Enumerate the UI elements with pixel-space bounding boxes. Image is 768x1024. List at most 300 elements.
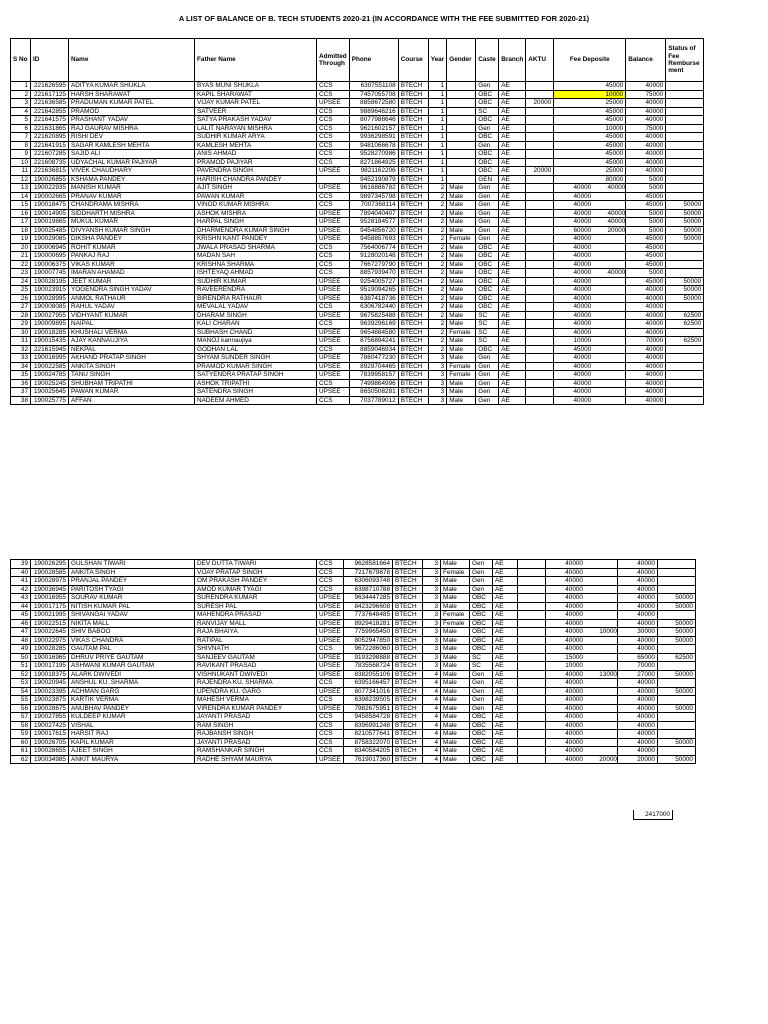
fee-deposite-value: 40000	[565, 628, 583, 635]
cell-father-name: JWALA PRASAD SHARMA	[195, 243, 317, 252]
cell-father-name: RAJENDRA KU. SHARMA	[195, 679, 317, 688]
cell-year: 1	[428, 141, 447, 150]
table-row	[11, 577, 696, 586]
cell-fee-deposite	[554, 235, 626, 244]
cell-admitted-through: CCS	[317, 201, 350, 210]
cell-course: BTECH	[393, 696, 423, 705]
cell-id: 190008085	[31, 303, 69, 312]
cell-fee-reimbursement-status	[658, 611, 696, 620]
cell-balance: 40000	[626, 107, 666, 116]
cell-id: 190034985	[31, 755, 69, 764]
cell-sno: 51	[11, 662, 31, 671]
cell-id: 190027955	[31, 311, 69, 320]
table-row	[11, 243, 704, 252]
cell-balance: 40000	[618, 645, 658, 654]
header-id: ID	[31, 39, 69, 82]
cell-name: SAJID ALI	[69, 150, 195, 159]
cell-year: 3	[423, 585, 441, 594]
cell-name: HARSIT RAJ	[69, 730, 195, 739]
fee-deposite-value: 40000	[573, 252, 592, 259]
fee-deposite-value: 40000	[573, 277, 592, 285]
cell-gender	[447, 107, 476, 116]
cell-balance: 40000	[626, 354, 666, 363]
cell-course: BTECH	[398, 379, 428, 388]
cell-caste: OBC	[470, 645, 493, 654]
cell-balance: 5000	[626, 209, 666, 218]
cell-name: SHIVANGAI YADAV	[69, 611, 195, 620]
cell-fee-reimbursement-status: 50000	[658, 687, 696, 696]
cell-year: 1	[428, 167, 447, 176]
cell-balance: 40000	[626, 167, 666, 176]
cell-aktu	[518, 628, 546, 637]
cell-name: ANKITA SINGH	[69, 568, 195, 577]
table-row	[11, 730, 696, 739]
cell-fee-reimbursement-status	[666, 396, 704, 405]
cell-balance: 40000	[618, 696, 658, 705]
cell-aktu	[526, 252, 554, 261]
cell-balance: 40000	[626, 294, 666, 303]
cell-caste: OBC	[476, 116, 499, 125]
table-row	[11, 388, 704, 397]
cell-id: 190028655	[31, 747, 69, 756]
additional-deposit-value: 40000	[607, 218, 626, 225]
cell-sno: 8	[11, 141, 31, 150]
cell-name: VISHAL	[69, 721, 195, 730]
header-balance: Balance	[626, 39, 666, 82]
cell-father-name: SURENDRA KUMAR	[195, 594, 317, 603]
cell-gender	[447, 116, 476, 125]
cell-phone: 7007368114	[349, 201, 398, 210]
cell-phone: 9634447285	[344, 594, 393, 603]
fee-deposite-value: 40000	[565, 679, 583, 686]
cell-name: KULDEEP KUMAR	[69, 713, 195, 722]
fee-deposite-value: 40000	[573, 371, 592, 378]
cell-course: BTECH	[393, 585, 423, 594]
cell-balance: 40000	[626, 286, 666, 295]
cell-caste: OBC	[470, 602, 493, 611]
cell-gender: Male	[441, 602, 470, 611]
cell-sno: 3	[11, 99, 31, 108]
cell-sno: 35	[11, 371, 31, 380]
cell-balance: 40000	[626, 116, 666, 125]
cell-aktu	[518, 577, 546, 586]
cell-gender: Male	[447, 277, 476, 286]
cell-phone: 8857939470	[349, 269, 398, 278]
cell-admitted-through: UPSEE	[317, 662, 344, 671]
table-row	[11, 645, 696, 654]
cell-fee-deposite	[546, 585, 618, 594]
cell-fee-reimbursement-status	[658, 585, 696, 594]
cell-fee-reimbursement-status	[666, 158, 704, 167]
cell-caste: OBC	[470, 738, 493, 747]
cell-name: PARITOSH TYAGI	[69, 585, 195, 594]
cell-year: 2	[428, 286, 447, 295]
cell-fee-deposite: 25000	[554, 99, 626, 108]
cell-name: GAUTAM PAL	[69, 645, 195, 654]
fee-deposite-value: 40000	[565, 560, 583, 567]
cell-fee-reimbursement-status: 50000	[658, 628, 696, 637]
cell-course: BTECH	[393, 611, 423, 620]
cell-year: 1	[428, 107, 447, 116]
table-row	[11, 90, 704, 99]
cell-branch: AE	[499, 277, 526, 286]
table-row	[11, 294, 704, 303]
cell-caste: GEN	[476, 175, 499, 184]
cell-name: CHANDRAMA MISHRA	[69, 201, 195, 210]
cell-branch: AE	[499, 175, 526, 184]
cell-father-name: SHIVNATH	[195, 645, 317, 654]
cell-fee-reimbursement-status	[666, 167, 704, 176]
cell-phone: 8859046934	[349, 345, 398, 354]
cell-sno: 44	[11, 602, 31, 611]
cell-id: 190022935	[31, 184, 69, 193]
cell-fee-reimbursement-status: 62500	[666, 311, 704, 320]
cell-balance: 45000	[626, 235, 666, 244]
table-row	[11, 252, 704, 261]
cell-fee-deposite	[554, 396, 626, 405]
cell-branch: AE	[499, 116, 526, 125]
cell-fee-reimbursement-status: 50000	[666, 218, 704, 227]
cell-fee-reimbursement-status	[666, 116, 704, 125]
cell-name: TANU SINGH	[69, 371, 195, 380]
table-row	[11, 687, 696, 696]
cell-aktu	[526, 235, 554, 244]
cell-caste: Gen	[476, 192, 499, 201]
cell-admitted-through: UPSEE	[317, 362, 350, 371]
cell-fee-reimbursement-status	[658, 730, 696, 739]
cell-gender: Male	[447, 303, 476, 312]
cell-course: BTECH	[393, 747, 423, 756]
total-balance: 2417000	[633, 810, 673, 820]
fee-deposite-value: 40000	[565, 577, 583, 584]
cell-id: 190022585	[31, 362, 69, 371]
cell-year: 3	[423, 602, 441, 611]
cell-name: AJAY KANNAUJIYA	[69, 337, 195, 346]
cell-father-name: SATYENDRA PRATAP SINGH	[195, 371, 317, 380]
cell-branch: AE	[499, 388, 526, 397]
cell-aktu	[518, 653, 546, 662]
cell-father-name: VIJAY KUMAR PATEL	[195, 99, 317, 108]
cell-id: 190026705	[31, 738, 69, 747]
cell-year: 2	[428, 294, 447, 303]
cell-name: RAJ GAURAV MISHRA	[69, 124, 195, 133]
cell-branch: AE	[499, 235, 526, 244]
fee-deposite-value: 40000	[573, 243, 592, 251]
cell-course: BTECH	[393, 577, 423, 586]
table-row	[11, 379, 704, 388]
table-row	[11, 226, 704, 235]
cell-branch: AE	[493, 755, 518, 764]
cell-year: 4	[423, 755, 441, 764]
cell-phone: 7982675951	[344, 704, 393, 713]
header-branch: Branch	[499, 39, 526, 82]
cell-year: 3	[423, 594, 441, 603]
cell-fee-reimbursement-status: 50000	[666, 286, 704, 295]
cell-father-name: RAMSHANKAR SINGH	[195, 747, 317, 756]
cell-admitted-through: CCS	[317, 116, 350, 125]
cell-course: BTECH	[398, 82, 428, 91]
cell-sno: 26	[11, 294, 31, 303]
cell-phone: 7667279790	[349, 260, 398, 269]
cell-balance: 5000	[626, 269, 666, 278]
cell-father-name: OM PRAKASH PANDEY	[195, 577, 317, 586]
cell-course: BTECH	[398, 311, 428, 320]
cell-father-name: SUBHASH CHAND	[195, 328, 317, 337]
cell-branch: AE	[499, 167, 526, 176]
fee-deposite-value: 40000	[573, 354, 592, 361]
cell-branch: AE	[499, 379, 526, 388]
cell-balance: 5000	[626, 218, 666, 227]
cell-gender	[447, 175, 476, 184]
cell-sno: 53	[11, 679, 31, 688]
fee-deposite-value: 40000	[565, 730, 583, 737]
cell-branch: AE	[493, 585, 518, 594]
cell-phone: 6306093748	[344, 577, 393, 586]
cell-name: PRAMOD	[69, 107, 195, 116]
cell-id: 190027425	[31, 721, 69, 730]
cell-caste: Gen	[476, 201, 499, 210]
cell-balance: 45000	[626, 201, 666, 210]
cell-year: 3	[423, 568, 441, 577]
cell-phone: 9654884580	[349, 328, 398, 337]
cell-aktu	[518, 645, 546, 654]
cell-name: DHRUV PRIYE GAUTAM	[69, 653, 195, 662]
cell-year: 4	[423, 721, 441, 730]
cell-fee-deposite	[554, 328, 626, 337]
cell-gender: Male	[447, 379, 476, 388]
cell-caste: OBC	[470, 611, 493, 620]
cell-fee-deposite	[546, 611, 618, 620]
cell-id: 190019865	[31, 218, 69, 227]
cell-fee-deposite: 45000	[554, 82, 626, 91]
table-row	[11, 755, 696, 764]
cell-aktu	[518, 602, 546, 611]
cell-sno: 61	[11, 747, 31, 756]
cell-id: 190014905	[31, 209, 69, 218]
cell-year: 2	[428, 209, 447, 218]
fee-deposite-value: 40000	[565, 721, 583, 729]
cell-course: BTECH	[393, 704, 423, 713]
additional-deposit-value: 40000	[607, 269, 626, 276]
cell-sno: 30	[11, 328, 31, 337]
cell-aktu	[526, 243, 554, 252]
cell-id: 190025485	[31, 226, 69, 235]
header-gender: Gender	[447, 39, 476, 82]
cell-sno: 36	[11, 379, 31, 388]
cell-year: 3	[423, 560, 441, 569]
cell-phone: 9639296169	[349, 320, 398, 329]
cell-fee-deposite	[554, 362, 626, 371]
cell-phone: 9458857693	[349, 235, 398, 244]
cell-sno: 6	[11, 124, 31, 133]
cell-id: 221626595	[31, 82, 69, 91]
cell-year: 2	[428, 345, 447, 354]
cell-phone: 7619017360	[344, 755, 393, 764]
fee-deposite-value: 40000	[573, 235, 592, 242]
cell-branch: AE	[493, 594, 518, 603]
table-header-row	[11, 39, 704, 82]
cell-fee-deposite: 10000	[554, 124, 626, 133]
cell-admitted-through: CCS	[317, 645, 344, 654]
cell-gender: Male	[447, 269, 476, 278]
cell-fee-reimbursement-status: 50000	[658, 602, 696, 611]
cell-sno: 24	[11, 277, 31, 286]
table-row	[11, 150, 704, 159]
cell-branch: AE	[493, 679, 518, 688]
cell-sno: 37	[11, 388, 31, 397]
cell-name: PRANJAL PANDEY	[69, 577, 195, 586]
cell-name: AFFAN	[69, 396, 195, 405]
cell-admitted-through: CCS	[317, 396, 350, 405]
cell-name: SAGAR KAMLESH MEHTA	[69, 141, 195, 150]
cell-id: 190028195	[31, 277, 69, 286]
cell-id: 190023915	[31, 286, 69, 295]
cell-aktu	[518, 679, 546, 688]
cell-aktu	[518, 560, 546, 569]
cell-fee-deposite	[546, 594, 618, 603]
cell-fee-deposite	[554, 252, 626, 261]
cell-phone: 7894040407	[349, 209, 398, 218]
cell-branch: AE	[499, 201, 526, 210]
cell-year: 2	[428, 192, 447, 201]
cell-gender: Male	[441, 755, 470, 764]
cell-branch: AE	[493, 611, 518, 620]
cell-admitted-through: UPSEE	[317, 687, 344, 696]
cell-phone: 9528270986	[349, 150, 398, 159]
table-row	[11, 653, 696, 662]
cell-fee-reimbursement-status: 50000	[658, 704, 696, 713]
cell-father-name: UPENDRA KU. GARG	[195, 687, 317, 696]
cell-course: BTECH	[398, 124, 428, 133]
table-row	[11, 628, 696, 637]
cell-name: DIVYANSH KUMAR SINGH	[69, 226, 195, 235]
cell-gender: Male	[441, 704, 470, 713]
cell-fee-reimbursement-status: 50000	[666, 226, 704, 235]
cell-id: 190015435	[31, 337, 69, 346]
cell-branch: AE	[493, 747, 518, 756]
cell-gender: Male	[441, 747, 470, 756]
cell-fee-reimbursement-status	[658, 713, 696, 722]
cell-course: BTECH	[398, 269, 428, 278]
cell-year: 2	[428, 201, 447, 210]
cell-fee-reimbursement-status	[666, 107, 704, 116]
cell-caste: OBC	[470, 713, 493, 722]
cell-course: BTECH	[398, 150, 428, 159]
cell-year: 1	[428, 124, 447, 133]
cell-fee-deposite	[546, 713, 618, 722]
cell-phone: 9458584728	[344, 713, 393, 722]
cell-fee-deposite: 80000	[554, 175, 626, 184]
cell-fee-deposite	[546, 577, 618, 586]
cell-name: ROHIT KUMAR	[69, 243, 195, 252]
cell-branch: AE	[499, 320, 526, 329]
cell-sno: 48	[11, 636, 31, 645]
cell-caste: OBC	[476, 90, 499, 99]
cell-branch: AE	[493, 696, 518, 705]
cell-course: BTECH	[393, 755, 423, 764]
cell-branch: AE	[493, 653, 518, 662]
header-course: Course	[398, 39, 428, 82]
cell-name: VIKAS KUMAR	[69, 260, 195, 269]
table-row	[11, 662, 696, 671]
cell-aktu	[518, 636, 546, 645]
cell-course: BTECH	[398, 90, 428, 99]
cell-admitted-through: CCS	[317, 260, 350, 269]
cell-sno: 29	[11, 320, 31, 329]
fee-deposite-value: 40000	[573, 396, 592, 404]
cell-father-name: SUDHIR KUMAR	[195, 277, 317, 286]
cell-name: MANISH KUMAR	[69, 184, 195, 193]
cell-gender: Male	[441, 721, 470, 730]
cell-branch: AE	[493, 628, 518, 637]
cell-fee-deposite	[554, 337, 626, 346]
cell-balance: 40000	[626, 388, 666, 397]
cell-phone: 7860477230	[349, 354, 398, 363]
cell-branch: AE	[499, 286, 526, 295]
cell-balance: 40000	[618, 619, 658, 628]
cell-caste: Gen	[476, 379, 499, 388]
cell-caste: Gen	[476, 82, 499, 91]
cell-fee-reimbursement-status: 50000	[658, 670, 696, 679]
cell-name: KSHAMA PANDEY	[69, 175, 195, 184]
cell-phone: 8423296608	[344, 602, 393, 611]
cell-fee-reimbursement-status	[666, 184, 704, 193]
additional-deposit-value: 20000	[599, 755, 617, 763]
cell-caste: Gen	[470, 670, 493, 679]
cell-id: 190000695	[31, 252, 69, 261]
cell-name: NAIPAL	[69, 320, 195, 329]
cell-admitted-through: CCS	[317, 141, 350, 150]
cell-sno: 49	[11, 645, 31, 654]
fee-deposite-value: 40000	[565, 602, 583, 610]
fee-deposite-value: 15000	[565, 653, 583, 661]
fee-deposite-value: 40000	[565, 747, 583, 754]
cell-father-name: JAYANTI PRASAD	[195, 738, 317, 747]
cell-gender: Male	[441, 653, 470, 662]
cell-sno: 2	[11, 90, 31, 99]
cell-branch: AE	[499, 150, 526, 159]
cell-caste: OBC	[470, 619, 493, 628]
cell-aktu	[518, 721, 546, 730]
cell-balance: 70000	[626, 337, 666, 346]
cell-year: 3	[428, 379, 447, 388]
cell-phone: 9889646216	[349, 107, 398, 116]
cell-branch: AE	[499, 226, 526, 235]
cell-caste: Gen	[470, 679, 493, 688]
fee-deposite-value: 40000	[573, 192, 592, 200]
cell-course: BTECH	[398, 354, 428, 363]
cell-year: 2	[428, 218, 447, 227]
cell-name: SOURAV KUMAR	[69, 594, 195, 603]
cell-fee-deposite	[554, 209, 626, 218]
cell-sno: 46	[11, 619, 31, 628]
cell-admitted-through: CCS	[317, 585, 344, 594]
cell-id: 190028285	[31, 645, 69, 654]
table-row	[11, 260, 704, 269]
cell-aktu	[518, 730, 546, 739]
additional-deposit-value: 40000	[607, 184, 626, 191]
cell-id: 190024785	[31, 371, 69, 380]
cell-sno: 28	[11, 311, 31, 320]
cell-balance: 5000	[626, 175, 666, 184]
cell-phone: 6398710788	[344, 585, 393, 594]
cell-caste: SC	[476, 337, 499, 346]
cell-gender	[447, 158, 476, 167]
fee-deposite-value: 10000	[573, 337, 592, 344]
cell-aktu	[518, 670, 546, 679]
table-row	[11, 303, 704, 312]
cell-fee-deposite	[546, 755, 618, 764]
